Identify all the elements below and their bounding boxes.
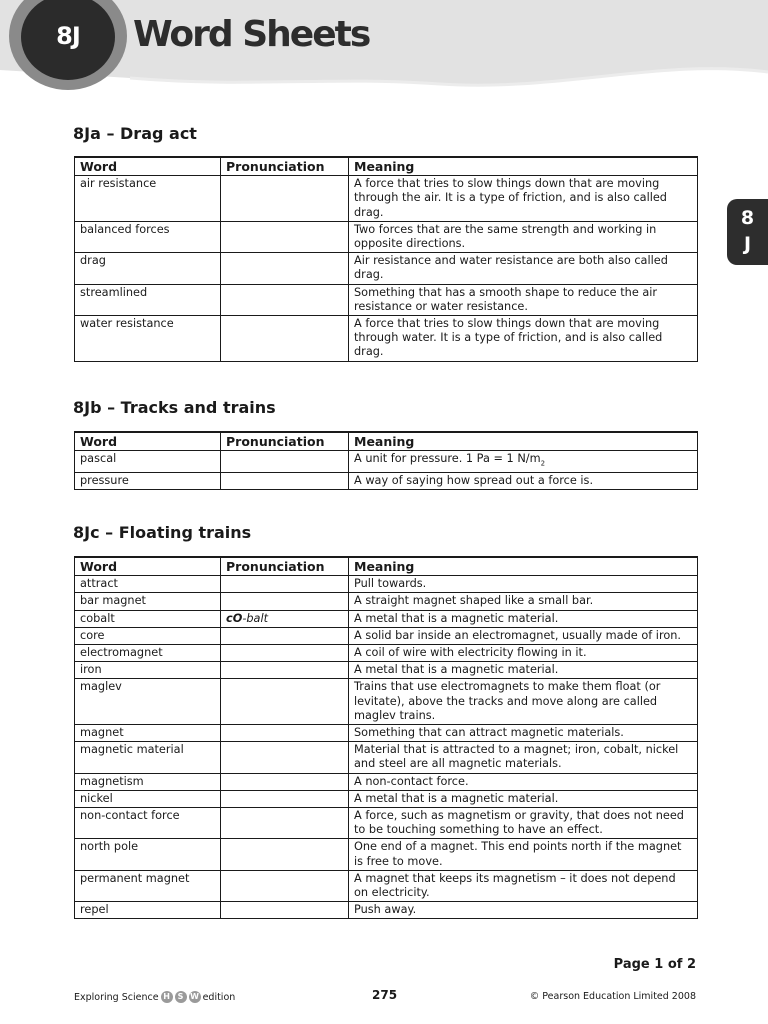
page-title: Word Sheets	[133, 14, 370, 55]
logo-h: H	[161, 991, 173, 1003]
meaning-cell: A straight magnet shaped like a small bar.	[349, 593, 698, 610]
table-row	[75, 839, 698, 870]
pronunciation-rest: -balt	[242, 611, 269, 625]
table-row	[75, 902, 698, 919]
pronunciation-cell	[221, 790, 349, 807]
column-header-pronunciation: Pronunciation	[221, 432, 349, 451]
meaning-cell: A magnet that keeps its magnetism – it does not depend on electricity.	[349, 870, 698, 901]
table-header-row	[75, 432, 698, 451]
word-cell: cobalt	[75, 610, 221, 627]
table-row	[75, 451, 698, 472]
table-body	[75, 557, 698, 919]
table-8jc	[74, 556, 698, 919]
column-header-meaning: Meaning	[349, 557, 698, 576]
meaning-cell: Two forces that are the same strength and working in opposite directions.	[349, 221, 698, 252]
series-prefix: Exploring Science	[74, 991, 159, 1003]
word-cell: iron	[75, 662, 221, 679]
table-row	[75, 176, 698, 222]
pronunciation-cell	[221, 662, 349, 679]
meaning-cell: Something that can attract magnetic materials.	[349, 725, 698, 742]
meaning-cell: A force, such as magnetism or gravity, that does not need to be touching something to have an effect.	[349, 808, 698, 839]
table-row	[75, 742, 698, 773]
word-cell: north pole	[75, 839, 221, 870]
table-row	[75, 593, 698, 610]
table-row	[75, 725, 698, 742]
section-title-8jb: 8Jb – Tracks and trains	[73, 398, 276, 417]
table-row	[75, 316, 698, 362]
word-cell: attract	[75, 576, 221, 593]
table-row	[75, 773, 698, 790]
table-row	[75, 221, 698, 252]
column-header-meaning: Meaning	[349, 157, 698, 176]
word-cell: air resistance	[75, 176, 221, 222]
pronunciation-cell	[221, 316, 349, 362]
logo-s: S	[175, 991, 187, 1003]
pronunciation-cell	[221, 742, 349, 773]
table-row	[75, 870, 698, 901]
table-row	[75, 610, 698, 627]
word-cell: balanced forces	[75, 221, 221, 252]
column-header-pronunciation: Pronunciation	[221, 557, 349, 576]
pronunciation-cell	[221, 725, 349, 742]
word-cell: permanent magnet	[75, 870, 221, 901]
series-name	[74, 991, 235, 1003]
meaning-cell: A way of saying how spread out a force is.	[349, 472, 698, 489]
side-tab-letter: J	[743, 233, 752, 255]
meaning-cell: Push away.	[349, 902, 698, 919]
section-title-8ja: 8Ja – Drag act	[73, 124, 197, 143]
meaning-cell: A metal that is a magnetic material.	[349, 790, 698, 807]
word-cell: nickel	[75, 790, 221, 807]
pronunciation-cell	[221, 253, 349, 284]
pronunciation-cell	[221, 627, 349, 644]
meaning-cell: One end of a magnet. This end points north if the magnet is free to move.	[349, 839, 698, 870]
meaning-cell: A force that tries to slow things down that are moving through water. It is a type of friction, and is also called drag.	[349, 316, 698, 362]
logo-w: W	[190, 992, 199, 1001]
page-header	[0, 0, 768, 100]
copyright: © Pearson Education Limited 2008	[529, 991, 696, 1002]
pronunciation-cell	[221, 472, 349, 489]
pronunciation-cell	[221, 870, 349, 901]
column-header-meaning: Meaning	[349, 432, 698, 451]
meaning-cell: A non-contact force.	[349, 773, 698, 790]
pronunciation-cell	[221, 902, 349, 919]
section-title-8jc: 8Jc – Floating trains	[73, 523, 252, 542]
column-header-pronunciation: Pronunciation	[221, 157, 349, 176]
pronunciation-cell	[221, 451, 349, 472]
pronunciation-cell	[221, 284, 349, 315]
word-cell: magnetic material	[75, 742, 221, 773]
table-8jb	[74, 431, 698, 490]
meaning-cell: Material that is attracted to a magnet; iron, cobalt, nickel and steel are all magnetic materials.	[349, 742, 698, 773]
word-cell: non-contact force	[75, 808, 221, 839]
pronunciation-cell	[221, 176, 349, 222]
column-header-word: Word	[75, 157, 221, 176]
word-cell: magnetism	[75, 773, 221, 790]
word-cell: core	[75, 627, 221, 644]
word-cell: bar magnet	[75, 593, 221, 610]
chapter-side-tab	[727, 199, 768, 265]
meaning-cell: A force that tries to slow things down that are moving through the air. It is a type of friction, and is also called drag.	[349, 176, 698, 222]
meaning-cell: A metal that is a magnetic material.	[349, 610, 698, 627]
pronunciation-cell	[221, 221, 349, 252]
table-row	[75, 627, 698, 644]
table-row	[75, 662, 698, 679]
word-cell: water resistance	[75, 316, 221, 362]
page-number: 275	[372, 988, 398, 1002]
word-cell: streamlined	[75, 284, 221, 315]
table-header-row	[75, 157, 698, 176]
table-row	[75, 284, 698, 315]
meaning-cell: Something that has a smooth shape to reduce the air resistance or water resistance.	[349, 284, 698, 315]
word-cell: pressure	[75, 472, 221, 489]
chapter-badge-label: 8J	[56, 22, 80, 50]
pronunciation-cell	[221, 839, 349, 870]
word-cell: electromagnet	[75, 645, 221, 662]
meaning-cell: Pull towards.	[349, 576, 698, 593]
pronunciation-stress: cO	[226, 611, 243, 625]
meaning-cell: Trains that use electromagnets to make them float (or levitate), above the tracks and move along are called maglev trains.	[349, 679, 698, 725]
pronunciation-cell	[221, 773, 349, 790]
meaning-cell: A solid bar inside an electromagnet, usually made of iron.	[349, 627, 698, 644]
side-tab-number: 8	[740, 207, 755, 229]
meaning-cell	[349, 451, 698, 472]
table-body	[75, 157, 698, 361]
meaning-text: A unit for pressure. 1 Pa = 1 N/m	[354, 452, 541, 466]
meaning-cell: A metal that is a magnetic material.	[349, 662, 698, 679]
pronunciation-cell	[221, 808, 349, 839]
table-body	[75, 432, 698, 489]
word-cell: pascal	[75, 451, 221, 472]
pronunciation-cell	[221, 610, 349, 627]
table-row	[75, 679, 698, 725]
table-row	[75, 808, 698, 839]
series-suffix: edition	[202, 991, 236, 1003]
meaning-cell: Air resistance and water resistance are both also called drag.	[349, 253, 698, 284]
word-cell: repel	[75, 902, 221, 919]
word-cell: magnet	[75, 725, 221, 742]
word-cell: maglev	[75, 679, 221, 725]
page-indicator: Page 1 of 2	[613, 957, 696, 972]
pronunciation-cell	[221, 593, 349, 610]
table-header-row	[75, 557, 698, 576]
meaning-cell: A coil of wire with electricity flowing in it.	[349, 645, 698, 662]
pronunciation-cell	[221, 645, 349, 662]
table-row	[75, 645, 698, 662]
column-header-word: Word	[75, 557, 221, 576]
pronunciation-cell	[221, 576, 349, 593]
column-header-word: Word	[75, 432, 221, 451]
table-row	[75, 576, 698, 593]
superscript-2: 2	[540, 459, 546, 468]
table-row	[75, 790, 698, 807]
table-row	[75, 472, 698, 489]
table-8ja	[74, 156, 698, 362]
pronunciation-cell	[221, 679, 349, 725]
word-cell: drag	[75, 253, 221, 284]
table-row	[75, 253, 698, 284]
